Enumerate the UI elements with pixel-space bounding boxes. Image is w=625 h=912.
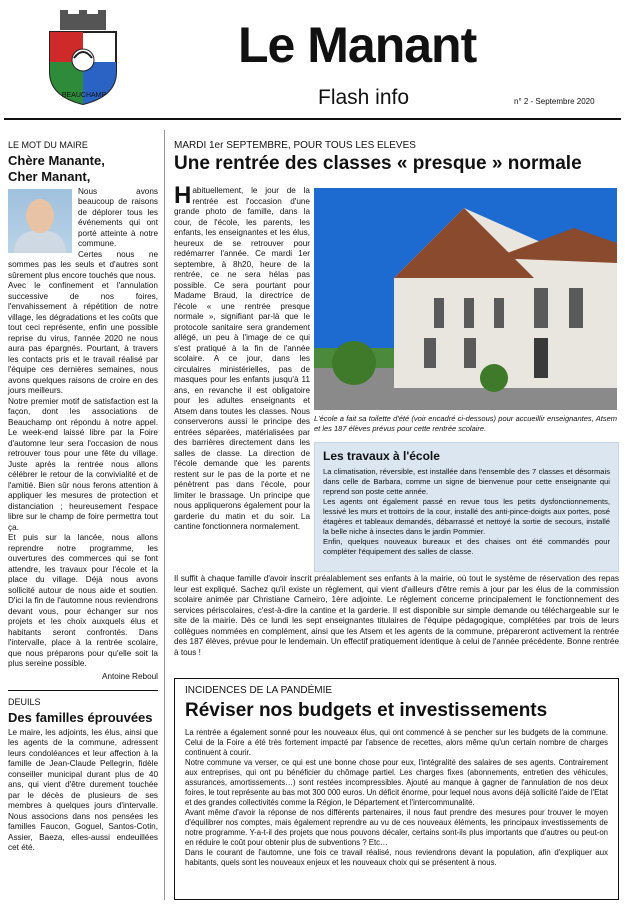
photo-caption: L'école a fait sa toilette d'été (voir encadré ci-dessous) pour accueillir enseignantes, Atsem et les 187 élèves prévus pour cette rentrée scolaire. xyxy=(314,414,617,433)
pandemic-kicker: INCIDENCES DE LA PANDÉMIE xyxy=(185,685,333,696)
main-article-continuation: Il suffit à chaque famille d'avoir inscrit préalablement ses enfants à la mairie, où tout le système de réservation des repas leur est expliqué. Sachez qu'il existe un règlement, qui vient d'ailleurs d'être remis à jour par les élus de la commission scolaire animée par Christiane Carneiro, 1ère adjointe. Le règlement concerne principalement le fonctionnement des services périscolaires, c'est-à-dire la cantine et la garderie. Il est disponible sur simple demande ou téléchargeable sur le site de la mairie. Dès ce lundi les sept enseignantes titulaires de l'équipe pédagogique, complétées par trois de leurs collègues nommées en complément, ainsi que les Atsem et les agents de la commune, prépareront activement la rentrée des 187 élèves, prévue pour le lendemain. Un effectif pratiquement identique à celui de l'année précédente. Bonne rentrée à tous ! xyxy=(174,574,619,657)
mayor-text-2: Certes nous ne sommes pas les seuls et d'autres sont sûrement plus encore touchés que nous. xyxy=(8,249,158,280)
school-photo xyxy=(314,188,617,410)
column-divider xyxy=(164,130,165,900)
works-box-title: Les travaux à l'école xyxy=(323,449,440,463)
pandemic-headline: Réviser nos budgets et investissements xyxy=(185,700,548,721)
masthead-rule xyxy=(4,118,621,120)
deuils-kicker: DEUILS xyxy=(8,697,41,707)
mayor-greeting: Chère Manante, Cher Manant, xyxy=(8,152,105,184)
works-box-p2: Les agents ont également passé en revue tous les petits dysfonctionnements, lessivé les murs et trottoirs de la cour, installé des anti-pince-doigts aux portes, posé étagères et tableaux demandés, débarrassé et nettoyé la sortie de secours, installé la belle niche à insectes dans le jardin Pommier. xyxy=(323,497,610,536)
issue-number: n° 2 - Septembre 2020 xyxy=(514,97,595,106)
main-article-text xyxy=(174,182,310,533)
mayor-portrait xyxy=(8,189,72,253)
main-headline: Une rentrée des classes « presque » normale xyxy=(174,153,582,174)
left-column xyxy=(8,140,158,854)
newspaper-title: Le Manant xyxy=(238,17,477,73)
deuils-headline: Des familles éprouvées xyxy=(8,709,153,725)
crown-icon xyxy=(60,10,106,30)
works-box-p3: Enfin, quelques nouveaux bureaux et des chaises ont été commandés pour compléter l'équipement des salles de classe. xyxy=(323,537,610,556)
crest-ribbon: BEAUCHAMP xyxy=(61,92,107,99)
pandemic-p4: Dans le courant de l'automne, une fois ce travail réalisé, nous reviendrons devant la population, afin d'expliquer aux habitants, quels sont les nouveaux enjeux et les nouveaux choix qui se présentent à nous. xyxy=(185,848,608,867)
works-box-p1: La climatisation, réversible, est installée dans l'ensemble des 7 classes et désormais dans celle de Barbara, comme un signe de bienvenue pour cette enseignante qui reprend son poste cette année. xyxy=(323,467,610,496)
main-article-header xyxy=(174,140,619,179)
mayor-text-5: Et puis sur la lancée, nous allons reprendre notre programme, les ouvertures des commerces qui se font attendre, les travaux pour l'école et la place du village. Déjà nous avons sollicité autour de nous aide et soutien. D'ici la fin de l'automne nous reviendrons devant vous, pour échanger sur nos projets et les choix auxquels élus et habitants seront confrontés. Dans l'intervalle, place à la rentrée scolaire, que nous préparons pour qu'elle soit la plus sereine possible. xyxy=(8,533,158,668)
pandemic-p1: La rentrée a également sonné pour les nouveaux élus, qui ont commencé à se pencher sur les budgets de la commune. Celui de la Foire a été très fortement impacté par l'absence de recettes, alors même qu'un certain nombre de charges continuent à courir. xyxy=(185,728,608,757)
mayor-text-3: Avec le confinement et l'annulation successive de nos foires, l'envahissement à répétition de notre village, les dégradations et les coûts que tout ceci représente, enfin une possible reprise du virus, l'année 2020 ne nous aura pas épargnés. Pourtant, à travers les contacts pris et le travail réalisé par l'équipe ces dernières semaines, nous avons quelques raisons de croire en des jours meilleurs. xyxy=(8,281,158,395)
pandemic-p2: Notre commune va verser, ce qui est une bonne chose pour eux, l'intégralité des salaires de ses agents. Contrairement aux entreprises, qui ont pu bénéficier du chômage partiel. Les charges fixes (abonnements, entretien des véhicules, assurances, amortissements…) sont restées incompressibles. Ajouté au manque à gagner de l'annulation de nos deux foires, le tout représente au bas mot 300 000 euros. Un déficit énorme, pour lequel nous avons déjà sollicité l'aide de l'Etat et des grandes collectivités comme la Région, le Département et l'intercommunalité. xyxy=(185,758,608,807)
main-article-body: abituellement, le jour de la rentrée est l'occasion d'une grande photo de famille, dans la cour, de l'école, les parents, les enfants, les enseignantes et les élus, heureux de se retrouver pour redémarrer l'année. Ce mardi 1er septembre, à 8h20, heure de la rentrée, ce ne sera hélas pas possible. Ce sera pourtant pour Madame Braud, la directrice de l'école « une rentrée presque normale », signifiant par-là que le protocole sanitaire sera grandement allégé, un peu à l'image de ce qui s'est pratiqué à la fin de l'année scolaire. A ce jour, dans les circulaires ministérielles, pas de masques pour les enfants jusqu'à 11 ans, en revanche il est obligatoire pour les adultes enseignants et Atsem dans toutes les classes. Nous conserverons aussi le principe des entrées séparées, matérialisées par des barrières directement dans les salles de classe. La direction de l'école demande que les parents restent sur le pas de la porte et ne pénètrent pas dans l'école, pour limiter le brassage. Un principe que nous appliquerons également pour la garderie du matin et du soir. La cantine fonctionnera normalement. xyxy=(174,186,310,531)
works-box xyxy=(314,442,619,572)
mayor-kicker: LE MOT DU MAIRE xyxy=(8,140,88,150)
pandemic-p3: Avant même d'avoir la réponse de nos différents partenaires, il nous faut prendre des mesures pour trouver le moyen d'équilibrer nos comptes, mais également reprendre au vu de ces nouveaux éléments, les principaux investissements de notre programme. Y-a-t-il des projets que nous pouvons décaler, certains sont-ils plus importants que d'autres ou peut-on en réduire le coût pour obtenir plus de subventions ? Etc… xyxy=(185,808,608,847)
mayor-signature: Antoine Reboul xyxy=(102,671,158,681)
drop-cap: H xyxy=(174,182,192,209)
pandemic-box xyxy=(174,678,619,900)
newspaper-subtitle: Flash info xyxy=(318,86,410,109)
mayor-text-1: Nous avons beaucoup de raisons de déplorer tous les événements qui ont porté atteinte à notre commune. xyxy=(78,186,158,248)
mayor-text-4: Notre premier motif de satisfaction est la façon, dont les associations de Beauchamp ont répondu à notre appel. Le week-end laissé libre par la Foire d'automne leur sera l'occasion de nous retrouver tous pour une fête du village. Juste après la rentrée nous allons célébrer le retour de la convivialité et de l'amitié. Bien sûr nous ferons attention à appliquer les mesures de protection et distanciation ; heureusement l'espace libre sur le champ de foire permettra tout ça. xyxy=(8,396,158,532)
deuils-text: Le maire, les adjoints, les élus, ainsi que les agents de la commune, adressent leurs condoléances et leur affection à la famille de Jean-Claude Pellegrin, fidèle conseiller municipal durant plus de 40 ans, qui vient d'être durement touchée par le décès de plusieurs de ses membres à quelques jours d'intervalle. Nous associons dans nos pensées les familles Faucon, Goguel, Santos-Cotin, Assier, Baeza, elles-aussi endeuillées cet été. xyxy=(8,727,158,852)
section-divider xyxy=(8,690,158,691)
main-kicker: MARDI 1er SEPTEMBRE, POUR TOUS LES ELEVES xyxy=(174,140,416,151)
